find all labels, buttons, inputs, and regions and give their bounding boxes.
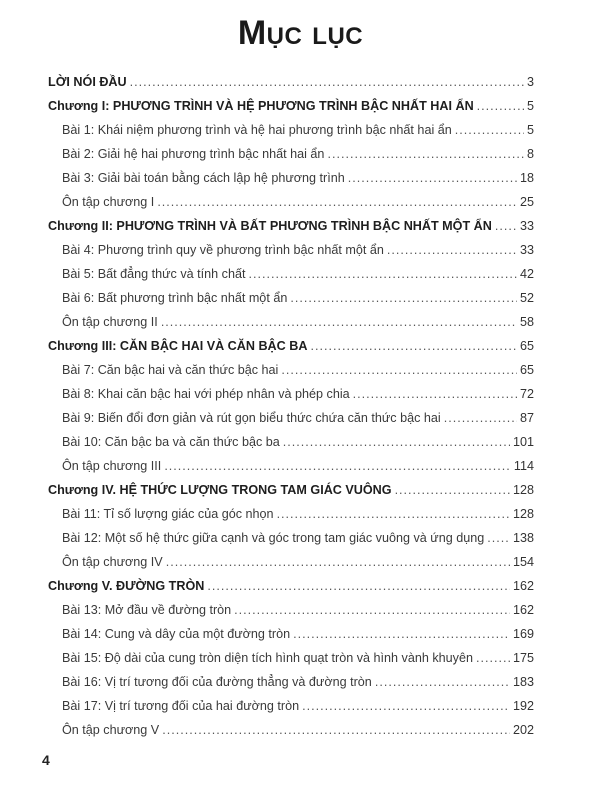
entry-title: Bài 13: Mở đầu về đường tròn (62, 603, 232, 617)
entry-page-number: 33 (519, 243, 534, 257)
dot-leader (281, 358, 517, 382)
dot-leader (310, 334, 517, 358)
entry-page-number: 128 (512, 507, 534, 521)
entry-title: Ôn tập chương I (62, 195, 155, 209)
entry-page-number: 5 (526, 99, 534, 113)
toc-lesson-entry[interactable] (48, 694, 534, 718)
entry-title: Ôn tập chương III (62, 459, 162, 473)
toc-chapter-entry[interactable] (48, 478, 534, 502)
dot-leader (476, 646, 510, 670)
dot-leader (277, 502, 510, 526)
dot-leader (327, 142, 524, 166)
entry-title: Bài 15: Độ dài của cung tròn diện tích hình quạt tròn và hình vành khuyên (62, 651, 473, 665)
dot-leader (207, 574, 510, 598)
toc-chapter-entry[interactable] (48, 94, 534, 118)
entry-title: Chương IV. HỆ THỨC LƯỢNG TRONG TAM GIÁC VUÔNG (48, 483, 392, 497)
entry-page-number: 8 (526, 147, 534, 161)
dot-leader (495, 214, 517, 238)
page-title: Mục lục (237, 14, 364, 52)
entry-title: Bài 5: Bất đẳng thức và tính chất (62, 267, 246, 281)
entry-page-number: 162 (512, 603, 534, 617)
entry-title: Chương V. ĐƯỜNG TRÒN (48, 579, 205, 593)
entry-title: Bài 3: Giải bài toán bằng cách lập hệ phương trình (62, 171, 345, 185)
entry-page-number: 25 (519, 195, 534, 209)
entry-title: Ôn tập chương V (62, 723, 160, 737)
dot-leader (164, 454, 511, 478)
entry-page-number: 114 (513, 459, 534, 473)
dot-leader (487, 526, 510, 550)
toc-lesson-entry[interactable] (48, 670, 534, 694)
dot-leader (161, 310, 517, 334)
entry-title: Bài 2: Giải hệ hai phương trình bậc nhất hai ẩn (62, 147, 325, 161)
dot-leader (444, 406, 517, 430)
dot-leader (234, 598, 510, 622)
toc-lesson-entry[interactable] (48, 598, 534, 622)
entry-page-number: 128 (512, 483, 534, 497)
dot-leader (157, 190, 517, 214)
toc-lesson-entry[interactable] (48, 310, 534, 334)
toc-lesson-entry[interactable] (48, 526, 534, 550)
entry-title: Bài 14: Cung và dây của một đường tròn (62, 627, 291, 641)
dot-leader (477, 94, 524, 118)
entry-page-number: 169 (512, 627, 534, 641)
entry-page-number: 65 (519, 363, 534, 377)
entry-title: Bài 7: Căn bậc hai và căn thức bậc hai (62, 363, 279, 377)
dot-leader (248, 262, 517, 286)
entry-page-number: 101 (512, 435, 534, 449)
entry-page-number: 87 (519, 411, 534, 425)
toc-lesson-entry[interactable] (48, 286, 534, 310)
table-of-contents (48, 70, 534, 742)
entry-page-number: 5 (526, 123, 534, 137)
entry-page-number: 162 (512, 579, 534, 593)
toc-lesson-entry[interactable] (48, 550, 534, 574)
dot-leader (375, 670, 510, 694)
entry-title: Bài 8: Khai căn bậc hai với phép nhân và phép chia (62, 387, 350, 401)
dot-leader (166, 550, 510, 574)
dot-leader (162, 718, 510, 742)
dot-leader (348, 166, 517, 190)
entry-title: Bài 17: Vị trí tương đối của hai đường tròn (62, 699, 300, 713)
entry-title: Bài 6: Bất phương trình bậc nhất một ẩn (62, 291, 288, 305)
toc-lesson-entry[interactable] (48, 646, 534, 670)
dot-leader (293, 622, 510, 646)
entry-title: Bài 1: Khái niệm phương trình và hệ hai phương trình bậc nhất hai ẩn (62, 123, 452, 137)
toc-chapter-entry[interactable] (48, 214, 534, 238)
entry-title: Bài 11: Tỉ số lượng giác của góc nhọn (62, 507, 274, 521)
entry-page-number: 138 (512, 531, 534, 545)
entry-title: Bài 16: Vị trí tương đối của đường thẳng và đường tròn (62, 675, 372, 689)
toc-lesson-entry[interactable] (48, 358, 534, 382)
dot-leader (387, 238, 517, 262)
entry-page-number: 175 (512, 651, 534, 665)
toc-lesson-entry[interactable] (48, 430, 534, 454)
entry-title: Ôn tập chương II (62, 315, 158, 329)
entry-page-number: 183 (512, 675, 534, 689)
toc-lesson-entry[interactable] (48, 166, 534, 190)
dot-leader (395, 478, 510, 502)
page-number: 4 (42, 752, 50, 768)
entry-page-number: 154 (512, 555, 534, 569)
entry-title: Bài 12: Một số hệ thức giữa cạnh và góc trong tam giác vuông và ứng dụng (62, 531, 485, 545)
dot-leader (302, 694, 510, 718)
toc-lesson-entry[interactable] (48, 142, 534, 166)
entry-title: Bài 10: Căn bậc ba và căn thức bậc ba (62, 435, 280, 449)
dot-leader (283, 430, 510, 454)
entry-page-number: 42 (519, 267, 534, 281)
toc-lesson-entry[interactable] (48, 190, 534, 214)
toc-chapter-entry[interactable] (48, 334, 534, 358)
dot-leader (353, 382, 517, 406)
toc-lesson-entry[interactable] (48, 238, 534, 262)
entry-title: LỜI NÓI ĐẦU (48, 75, 127, 89)
entry-page-number: 3 (526, 75, 534, 89)
entry-title: Bài 9: Biến đổi đơn giản và rút gọn biểu thức chứa căn thức bậc hai (62, 411, 441, 425)
entry-page-number: 72 (519, 387, 534, 401)
toc-lesson-entry[interactable] (48, 454, 534, 478)
toc-lesson-entry[interactable] (48, 382, 534, 406)
entry-title: Chương II: PHƯƠNG TRÌNH VÀ BẤT PHƯƠNG TRÌNH BẬC NHẤT MỘT ẨN (48, 219, 492, 233)
entry-page-number: 65 (519, 339, 534, 353)
dot-leader (290, 286, 517, 310)
toc-lesson-entry[interactable] (48, 622, 534, 646)
entry-page-number: 202 (512, 723, 534, 737)
toc-lesson-entry[interactable] (48, 262, 534, 286)
entry-title: Chương I: PHƯƠNG TRÌNH VÀ HỆ PHƯƠNG TRÌNH BẬC NHẤT HAI ẨN (48, 99, 474, 113)
entry-title: Ôn tập chương IV (62, 555, 163, 569)
toc-chapter-entry[interactable] (48, 70, 534, 94)
entry-title: Bài 4: Phương trình quy về phương trình bậc nhất một ẩn (62, 243, 384, 257)
entry-page-number: 52 (519, 291, 534, 305)
dot-leader (130, 70, 524, 94)
toc-chapter-entry[interactable] (48, 574, 534, 598)
entry-page-number: 33 (519, 219, 534, 233)
toc-lesson-entry[interactable] (48, 502, 534, 526)
entry-page-number: 58 (519, 315, 534, 329)
entry-page-number: 192 (512, 699, 534, 713)
toc-lesson-entry[interactable] (48, 718, 534, 742)
dot-leader (455, 118, 524, 142)
entry-page-number: 18 (519, 171, 534, 185)
toc-lesson-entry[interactable] (48, 406, 534, 430)
toc-lesson-entry[interactable] (48, 118, 534, 142)
entry-title: Chương III: CĂN BẬC HAI VÀ CĂN BẬC BA (48, 339, 308, 353)
